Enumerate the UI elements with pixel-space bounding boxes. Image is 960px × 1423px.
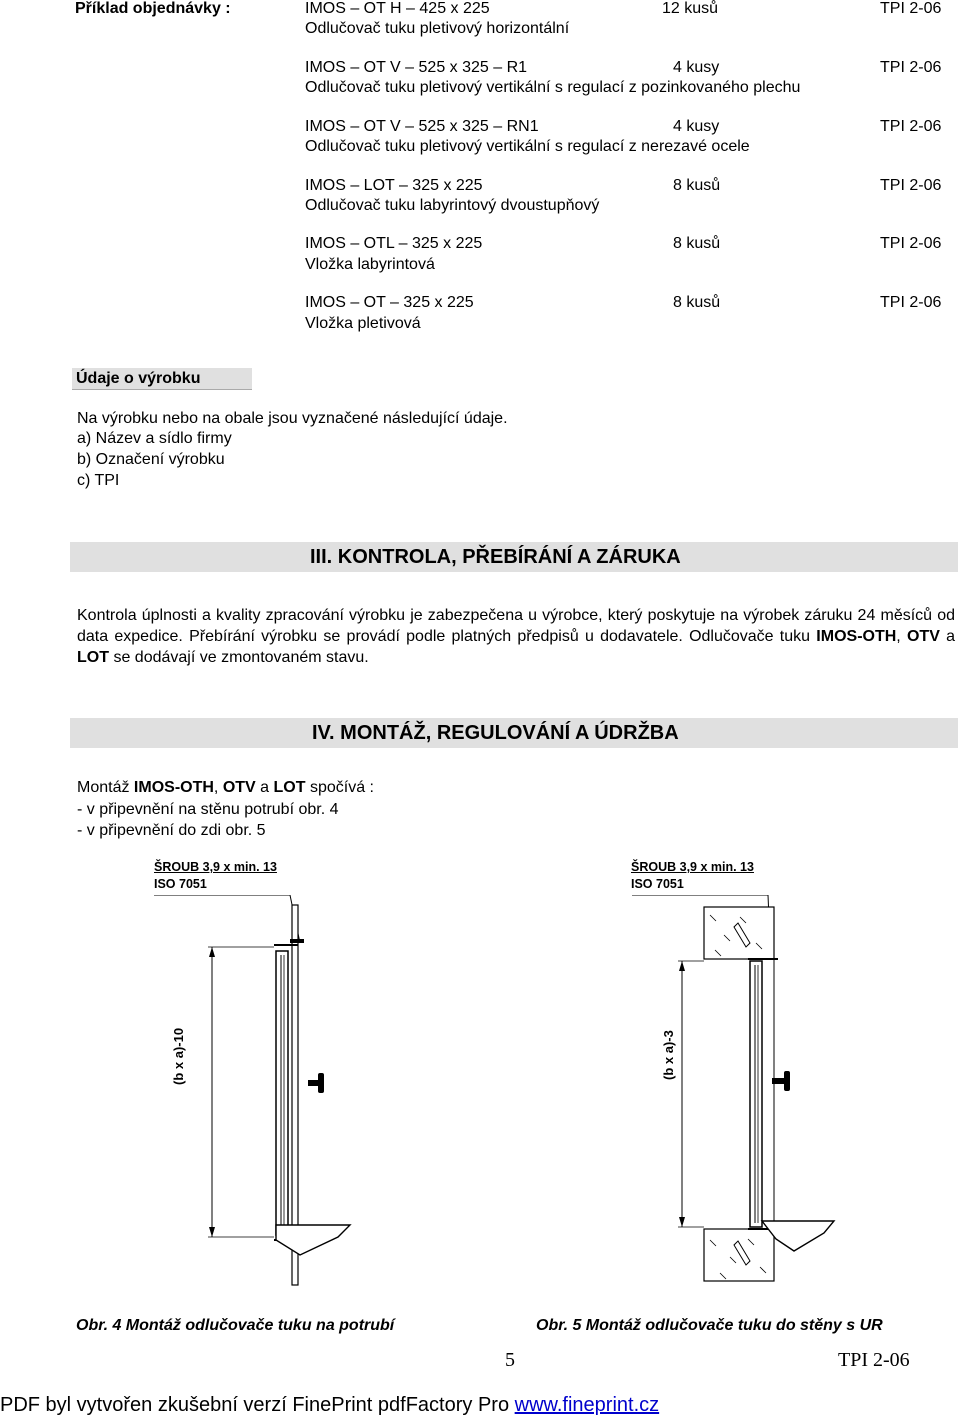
fig5-caption: Obr. 5 Montáž odlučovače tuku do stěny s UR xyxy=(536,1317,883,1334)
dimension-arrow xyxy=(679,961,685,971)
para-text: , xyxy=(213,779,223,796)
fig4-drawing xyxy=(150,895,390,1295)
fig5-screw-standard: ISO 7051 xyxy=(631,877,684,891)
order-item-desc: Odlučovač tuku pletivový vertikální s regulací z nerezavé ocele xyxy=(305,138,750,155)
product-info-line: Na výrobku nebo na obale jsou vyznačené následující údaje. xyxy=(77,410,508,427)
order-item-desc: Odlučovač tuku pletivový vertikální s regulací z pozinkovaného plechu xyxy=(305,79,801,96)
product-code: LOT xyxy=(273,779,306,796)
order-item-code: IMOS – OTL – 325 x 225 xyxy=(305,235,483,252)
order-item-tpi: TPI 2-06 xyxy=(880,118,942,135)
section-3-paragraph xyxy=(77,605,955,668)
filter-frame xyxy=(750,961,762,1227)
section-4-intro xyxy=(77,779,374,797)
product-code: IMOS-OTH xyxy=(816,628,897,645)
filter-frame xyxy=(276,951,288,1235)
drip-tray xyxy=(276,1225,350,1255)
order-item-desc: Vložka labyrintová xyxy=(305,256,435,273)
product-info-line: b) Označení výrobku xyxy=(77,451,225,468)
section-4-title: IV. MONTÁŽ, REGULOVÁNÍ A ÚDRŽBA xyxy=(312,722,679,744)
section-4-line: - v připevnění do zdi obr. 5 xyxy=(77,822,266,839)
order-item-desc: Odlučovač tuku pletivový horizontální xyxy=(305,20,570,37)
pdf-note-text: PDF byl vytvořen zkušební verzí FinePrint pdfFactory Pro xyxy=(0,1394,515,1416)
order-item-code: IMOS – OT V – 525 x 325 – R1 xyxy=(305,59,528,76)
order-item-tpi: TPI 2-06 xyxy=(880,235,942,252)
dimension-arrow xyxy=(209,1227,215,1237)
order-example-label: Příklad objednávky : xyxy=(75,0,231,17)
handle-knob xyxy=(318,1073,324,1093)
wall-bottom xyxy=(704,1229,774,1281)
order-item-code: IMOS – LOT – 325 x 225 xyxy=(305,177,483,194)
section-3-title: III. KONTROLA, PŘEBÍRÁNÍ A ZÁRUKA xyxy=(310,546,681,568)
document-code: TPI 2-06 xyxy=(838,1349,910,1371)
fig5-dimension-label: (b x a)-3 xyxy=(661,1030,676,1080)
order-item-tpi: TPI 2-06 xyxy=(880,59,942,76)
dimension-arrow xyxy=(209,947,215,957)
order-item-tpi: TPI 2-06 xyxy=(880,177,942,194)
dimension-arrow xyxy=(679,1217,685,1227)
order-item-qty: 8 kusů xyxy=(673,177,721,194)
product-code: OTV xyxy=(222,779,256,796)
para-text: a xyxy=(255,779,274,796)
order-item-desc: Vložka pletivová xyxy=(305,315,421,332)
order-item-code: IMOS – OT – 325 x 225 xyxy=(305,294,474,311)
order-item-code: IMOS – OT H – 425 x 225 xyxy=(305,0,490,17)
pdf-watermark-note xyxy=(0,1394,659,1417)
order-item-qty: 8 kusů xyxy=(673,294,721,311)
product-code: LOT xyxy=(77,649,109,666)
product-info-line: a) Název a sídlo firmy xyxy=(77,430,232,447)
order-item-qty: 8 kusů xyxy=(673,235,721,252)
screw-top xyxy=(290,939,304,943)
fig4-caption: Obr. 4 Montáž odlučovače tuku na potrubí xyxy=(76,1317,395,1334)
fig5-drawing xyxy=(620,895,860,1295)
order-item-qty: 12 kusů xyxy=(662,0,719,17)
order-item-tpi: TPI 2-06 xyxy=(880,294,942,311)
para-text: se dodávají ve zmontovaném stavu. xyxy=(109,649,369,666)
fineprint-link[interactable]: www.fineprint.cz xyxy=(514,1394,660,1416)
para-text: a xyxy=(939,628,956,645)
para-text: spočívá : xyxy=(305,779,374,796)
product-info-line: c) TPI xyxy=(77,472,120,489)
page-number: 5 xyxy=(505,1349,515,1371)
fig4-dimension-label: (b x a)-10 xyxy=(171,1027,186,1085)
leader-line xyxy=(154,895,300,943)
order-item-desc: Odlučovač tuku labyrintový dvoustupňový xyxy=(305,197,600,214)
order-item-code: IMOS – OT V – 525 x 325 – RN1 xyxy=(305,118,539,135)
para-text: Montáž xyxy=(77,779,134,796)
para-text: , xyxy=(896,628,907,645)
product-info-heading: Údaje o výrobku xyxy=(72,368,252,390)
product-code: IMOS-OTH xyxy=(133,779,214,796)
fig4-screw-label: ŠROUB 3,9 x min. 13 xyxy=(154,860,277,874)
para-text: Kontrola úplnosti a kvality zpracování výrobku je zabezpečena u výrobce, který poskytuje na výrobek záruku 24 měsíců od data expedice. Přebírání výrobku se provádí podle platných předpisů u dodavatele. Odlučovače tuku xyxy=(77,607,955,645)
handle-knob xyxy=(784,1071,790,1091)
product-code: OTV xyxy=(906,628,940,645)
fig4-screw-standard: ISO 7051 xyxy=(154,877,207,891)
order-item-qty: 4 kusy xyxy=(673,118,720,135)
section-4-line: - v připevnění na stěnu potrubí obr. 4 xyxy=(77,801,339,818)
fig5-screw-label: ŠROUB 3,9 x min. 13 xyxy=(631,860,754,874)
order-item-qty: 4 kusy xyxy=(673,59,720,76)
order-item-tpi: TPI 2-06 xyxy=(880,0,942,17)
